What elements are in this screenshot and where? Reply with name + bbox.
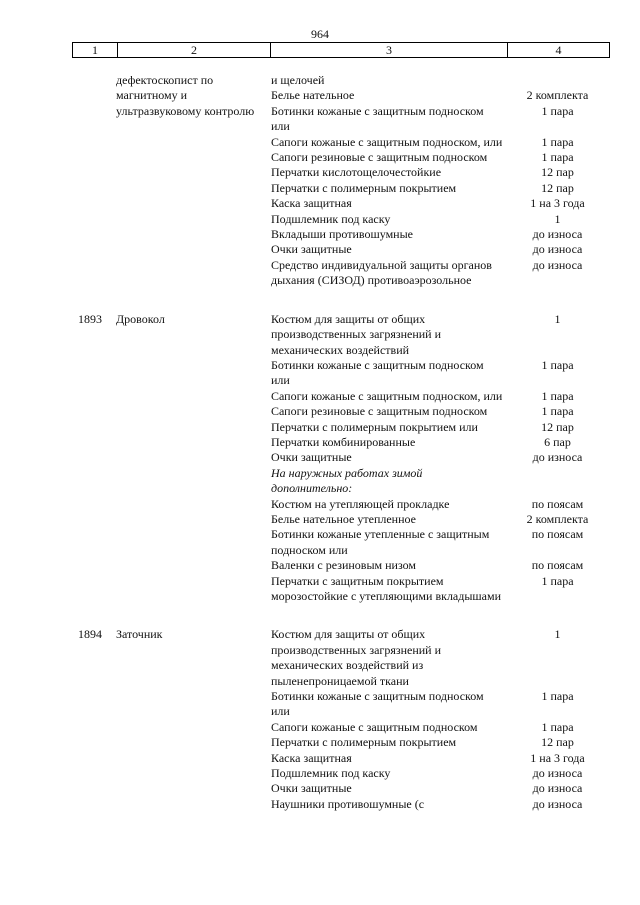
item-quantity: 1 [554,211,561,226]
item-quantity: 2 комплекта [526,511,589,526]
entry-number: 1893 [78,311,102,326]
item-quantity: 1 на 3 года [530,196,585,211]
list-item [271,420,610,435]
item-name: Подшлемник под каску [271,211,391,226]
item-quantity: 1 пара [541,103,574,118]
item-quantity: 1 пара [541,689,574,704]
list-item [271,181,610,196]
item-name: Костюм для защиты от общих производственных загрязнений и механических воздействий из пыленепроницаемой ткани [271,627,442,688]
item-quantity: 1 пара [541,357,574,372]
item-quantity: до износа [532,796,583,811]
list-item [271,527,610,558]
item-name: Вкладыши противошумные [271,227,413,242]
item-name: Костюм для защиты от общих производственных загрязнений и механических воздействий [271,311,442,357]
list-item [271,512,610,527]
header-col-1: 1 [92,43,98,57]
item-name: Наушники противошумные (с [271,796,425,811]
item-quantity: 12 пар [541,165,574,180]
item-quantity: по поясам [531,496,584,511]
list-item [271,227,610,242]
item-quantity: до износа [532,450,583,465]
item-name: Перчатки кислотощелочестойкие [271,165,442,180]
item-name: Перчатки с полимерным покрытием [271,180,457,195]
header-col-2: 2 [117,43,270,57]
item-name: Белье нательное [271,88,355,103]
table-header [72,42,610,58]
item-name: Каска защитная [271,750,352,765]
item-name: Перчатки комбинированные [271,434,416,449]
table-row [72,312,610,605]
item-name: Валенки с резиновым низом [271,558,417,573]
item-name: Очки защитные [271,781,352,796]
list-item [271,150,610,165]
table-row [72,627,610,812]
profession-name: Дровокол [116,311,165,326]
item-quantity [505,466,610,497]
entry-number: 1894 [78,627,102,642]
list-item [271,720,610,735]
item-name: На наружных работах зимой дополнительно: [271,465,423,496]
item-quantity: 1 пара [541,134,574,149]
item-quantity: 1 [554,627,561,642]
item-name: Перчатки с полимерным покрытием или [271,419,478,434]
list-item [271,135,610,150]
list-item [271,165,610,180]
page-number: 964 [311,27,329,41]
item-quantity: 1 пара [541,719,574,734]
list-item [271,766,610,781]
item-name: Очки защитные [271,242,352,257]
header-col-4: 4 [507,43,609,57]
list-item [271,73,610,88]
list-item [271,497,610,512]
list-item [271,751,610,766]
item-name: Ботинки кожаные утепленные с защитным подноском или [271,527,490,557]
item-name: Ботинки кожаные с защитным подноском или [271,689,484,719]
item-name: Костюм на утепляющей прокладке [271,496,450,511]
list-item [271,196,610,211]
item-quantity: до износа [532,257,583,272]
list-item [271,358,610,389]
item-quantity: 6 пар [544,434,571,449]
item-quantity: 2 комплекта [526,88,589,103]
list-item [271,558,610,573]
item-name: Перчатки с полимерным покрытием [271,735,457,750]
item-name: Очки защитные [271,450,352,465]
table-row [72,73,610,289]
item-name: Сапоги резиновые с защитным подноском [271,404,488,419]
item-name: Белье нательное утепленное [271,511,416,526]
table-body [72,73,610,812]
item-name: Ботинки кожаные с защитным подноском или [271,103,484,134]
profession-name: Заточник [116,627,163,642]
item-quantity: по поясам [531,527,584,542]
list-item [271,404,610,419]
list-item [271,258,610,289]
list-item [271,88,610,103]
list-item [271,312,610,358]
list-item [271,797,610,812]
list-item [271,450,610,465]
item-quantity: 1 [554,311,561,326]
item-name: Сапоги резиновые с защитным подноском [271,150,488,165]
list-item [271,389,610,404]
item-quantity: до износа [532,227,583,242]
item-name: Средство индивидуальной защиты органов дыхания (СИЗОД) противоаэрозольное [271,257,492,288]
item-name: Сапоги кожаные с защитным подноском, или [271,388,503,403]
item-quantity: 1 пара [541,388,574,403]
item-name: Каска защитная [271,196,352,211]
item-quantity [505,73,610,88]
item-name: Ботинки кожаные с защитным подноском или [271,357,484,388]
item-quantity: 1 пара [541,150,574,165]
list-item [271,627,610,689]
list-item [271,466,610,497]
list-item [271,689,610,720]
item-name: Сапоги кожаные с защитным подноском [271,719,478,734]
list-item [271,435,610,450]
profession-name: дефектоскопист по магнитному и ультразвуковому контролю [116,73,255,118]
item-quantity: 1 пара [541,573,574,588]
list-item [271,735,610,750]
item-name: и щелочей [271,73,325,87]
item-quantity: до износа [532,242,583,257]
item-quantity: по поясам [531,558,584,573]
item-name: Подшлемник под каску [271,766,391,781]
list-item [271,104,610,135]
item-quantity: 12 пар [541,180,574,195]
item-quantity: 1 пара [541,404,574,419]
item-quantity: до износа [532,781,583,796]
item-quantity: 12 пар [541,419,574,434]
item-quantity: 12 пар [541,735,574,750]
list-item [271,212,610,227]
list-item [271,781,610,796]
list-item [271,242,610,257]
item-name: Сапоги кожаные с защитным подноском, или [271,134,503,149]
item-quantity: 1 на 3 года [530,750,585,765]
header-col-3: 3 [270,43,507,57]
item-name: Перчатки с защитным покрытием морозостойкие с утепляющими вкладышами [271,573,502,603]
list-item [271,574,610,605]
item-quantity: до износа [532,766,583,781]
